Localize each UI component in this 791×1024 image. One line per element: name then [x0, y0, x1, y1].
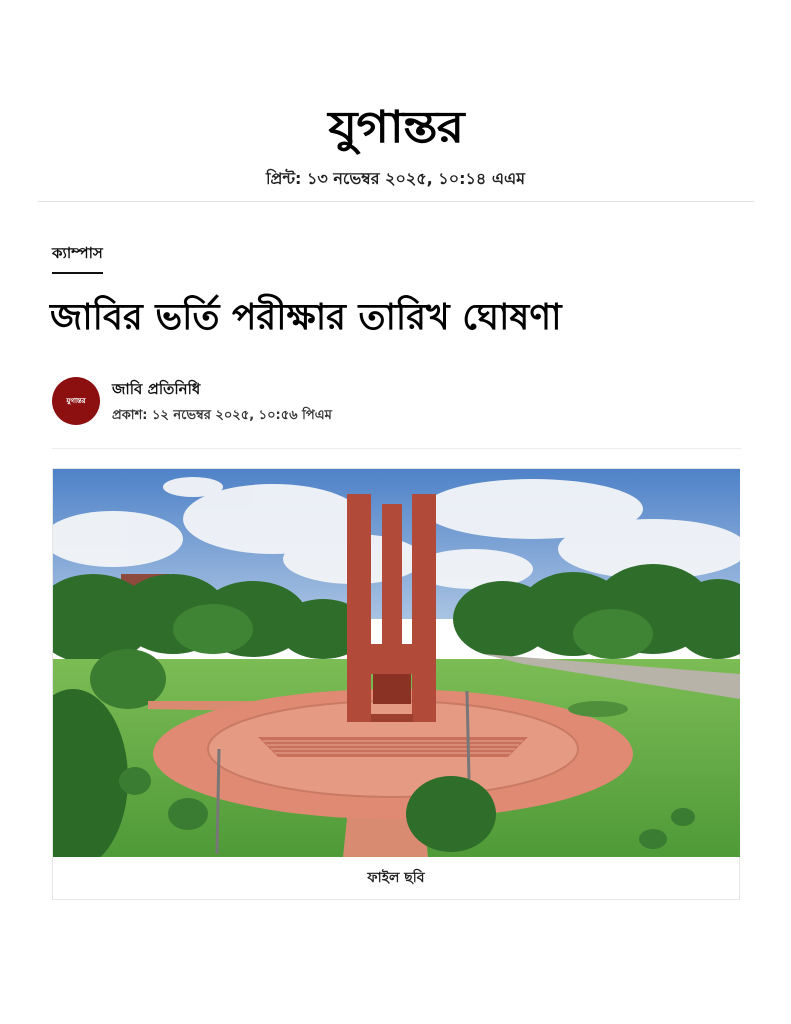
publish-date: প্রকাশ: ১২ নভেম্বর ২০২৫, ১০:৫৬ পিএম — [112, 408, 332, 423]
article-figure — [52, 468, 740, 900]
image-caption: ফাইল ছবি — [367, 870, 425, 886]
byline-divider — [52, 448, 741, 449]
author-name[interactable]: জাবি প্রতিনিধি — [112, 380, 201, 398]
site-logo[interactable]: যুগান্তর — [327, 102, 464, 153]
header-divider — [38, 201, 754, 202]
masthead — [0, 100, 791, 156]
print-date: প্রিন্ট: ১৩ নভেম্বর ২০২৫, ১০:১৪ এএম — [265, 169, 526, 188]
author-avatar: যুগান্তর — [52, 377, 100, 425]
article-headline: জাবির ভর্তি পরীক্ষার তারিখ ঘোষণা — [50, 297, 562, 338]
article-photo[interactable] — [53, 469, 740, 857]
category-link[interactable]: ক্যাম্পাস — [52, 242, 103, 274]
